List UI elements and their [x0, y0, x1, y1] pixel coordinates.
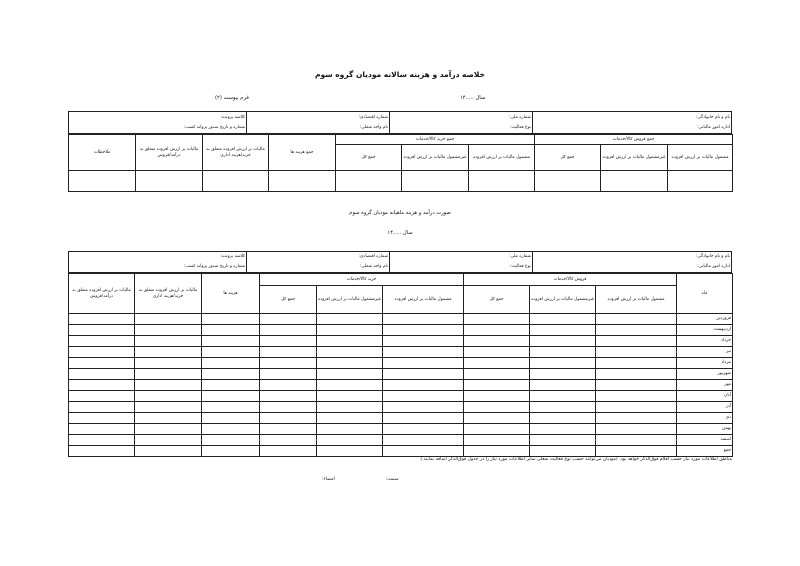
month-label: مهر	[677, 380, 733, 391]
table-cell[interactable]	[383, 336, 464, 347]
table-cell[interactable]	[69, 171, 136, 192]
unit-name-label: نام واحد شغلی:	[247, 262, 390, 273]
economic-code-label: شماره اقتصادی:	[247, 252, 390, 262]
table-cell[interactable]	[530, 314, 596, 325]
annual-summary-table	[68, 134, 733, 192]
table-cell[interactable]	[464, 369, 530, 380]
table-cell[interactable]	[530, 413, 596, 424]
table-cell[interactable]	[69, 369, 135, 380]
table-cell[interactable]	[317, 446, 383, 457]
national-id-label: شماره ملی:	[390, 252, 533, 262]
activity-type-label: نوع فعالیت:	[390, 123, 533, 134]
table-cell[interactable]	[596, 435, 677, 446]
table-cell[interactable]	[317, 413, 383, 424]
vat-purchases-header: مالیات بر ارزش افزوده متعلق به خرید/هزینه اداری	[203, 135, 269, 171]
table-cell[interactable]	[69, 347, 135, 358]
month-header: ماه	[677, 274, 733, 314]
license-no-label: شماره و تاریخ صدور پروانه کسب:	[69, 123, 247, 134]
table-cell[interactable]	[203, 171, 269, 192]
purchase-exempt-header: غیرمشمول مالیات بر ارزش افزوده	[317, 286, 383, 314]
table-cell[interactable]	[260, 314, 317, 325]
table-cell[interactable]	[317, 336, 383, 347]
table-cell[interactable]	[135, 314, 202, 325]
table-cell[interactable]	[464, 347, 530, 358]
monthly-year-label: سال .....۱۴	[387, 230, 413, 236]
table-cell[interactable]	[596, 391, 677, 402]
table-row	[69, 314, 733, 325]
table-cell[interactable]	[317, 369, 383, 380]
table-cell[interactable]	[530, 336, 596, 347]
table-cell[interactable]	[317, 358, 383, 369]
table-cell[interactable]	[202, 380, 260, 391]
sales-exempt-header: غیرمشمول مالیات بر ارزش افزوده	[601, 145, 668, 171]
table-cell[interactable]	[464, 391, 530, 402]
license-no-label: شماره و تاریخ صدور پروانه کسب:	[69, 262, 247, 273]
table-cell[interactable]	[135, 424, 202, 435]
table-cell[interactable]	[596, 314, 677, 325]
table-cell[interactable]	[135, 325, 202, 336]
table-cell[interactable]	[260, 380, 317, 391]
table-cell[interactable]	[317, 435, 383, 446]
table-cell[interactable]	[383, 314, 464, 325]
table-cell[interactable]	[464, 402, 530, 413]
table-cell[interactable]	[464, 424, 530, 435]
table-cell[interactable]	[135, 402, 202, 413]
month-label: جمع	[677, 446, 733, 457]
table-cell[interactable]	[202, 446, 260, 457]
table-cell[interactable]	[260, 347, 317, 358]
table-cell[interactable]	[260, 424, 317, 435]
table-cell[interactable]	[530, 325, 596, 336]
monthly-table	[68, 273, 733, 457]
table-cell[interactable]	[202, 369, 260, 380]
month-label: اسفند	[677, 435, 733, 446]
table-cell[interactable]	[260, 336, 317, 347]
table-cell[interactable]	[530, 435, 596, 446]
table-cell[interactable]	[69, 358, 135, 369]
table-row	[69, 413, 733, 424]
table-cell[interactable]	[383, 435, 464, 446]
name-label: نام و نام خانوادگی:	[533, 252, 732, 262]
unit-name-label: نام واحد شغلی:	[247, 123, 390, 134]
table-row	[69, 369, 733, 380]
purchase-group-header: خرید کالا/خدمات	[260, 274, 464, 286]
footnote: مناطق اطلاعات مورد نیاز حسب اقلام فوق‌الذکر خواهد بود. (مودیان می‌توانند حسب نوع فعالیت شغلی سایر اطلاعات مورد نیاز را در جدول فوق‌الذکر اضافه نمایند.)	[420, 457, 732, 462]
month-label: خرداد	[677, 336, 733, 347]
table-row	[69, 347, 733, 358]
table-cell[interactable]	[317, 347, 383, 358]
table-cell[interactable]	[260, 435, 317, 446]
sales-total-header: جمع کل	[535, 145, 601, 171]
table-cell[interactable]	[596, 446, 677, 457]
table-cell[interactable]	[317, 391, 383, 402]
table-cell[interactable]	[202, 402, 260, 413]
table-cell[interactable]	[383, 358, 464, 369]
table-cell[interactable]	[260, 413, 317, 424]
table-row	[69, 391, 733, 402]
table-row	[69, 380, 733, 391]
table-cell[interactable]	[202, 325, 260, 336]
sales-exempt-header: غیرمشمول مالیات بر ارزش افزوده	[530, 286, 596, 314]
sales-group-header: جمع فروش کالا/خدمات	[535, 135, 733, 145]
table-cell[interactable]	[530, 402, 596, 413]
table-cell[interactable]	[383, 380, 464, 391]
file-class-label: کلاسه پرونده:	[69, 112, 247, 123]
table-cell[interactable]	[383, 413, 464, 424]
table-cell[interactable]	[317, 314, 383, 325]
table-cell[interactable]	[317, 380, 383, 391]
table-cell[interactable]	[383, 446, 464, 457]
table-cell[interactable]	[530, 380, 596, 391]
table-row	[69, 336, 733, 347]
table-cell[interactable]	[402, 171, 469, 192]
table-cell[interactable]	[530, 358, 596, 369]
table-cell[interactable]	[530, 369, 596, 380]
tax-office-label: اداره امور مالیاتی:	[533, 123, 732, 134]
table-cell[interactable]	[260, 446, 317, 457]
purchase-taxable-header: مشمول مالیات بر ارزش افزوده	[469, 145, 535, 171]
table-cell[interactable]	[202, 391, 260, 402]
name-label: نام و نام خانوادگی:	[533, 112, 732, 123]
table-cell[interactable]	[464, 446, 530, 457]
table-cell[interactable]	[202, 424, 260, 435]
vat-sales-header: مالیات بر ارزش افزوده متعلق به درآمد/فروش	[69, 274, 135, 314]
table-row	[69, 446, 733, 457]
month-label: تیر	[677, 347, 733, 358]
purchase-exempt-header: غیرمشمول مالیات بر ارزش افزوده	[402, 145, 469, 171]
month-label: مرداد	[677, 358, 733, 369]
table-cell[interactable]	[464, 358, 530, 369]
file-class-label: کلاسه پرونده:	[69, 252, 247, 262]
table-cell[interactable]	[135, 446, 202, 457]
month-label: فروردین	[677, 314, 733, 325]
table-cell[interactable]	[317, 424, 383, 435]
annual-info-box	[68, 111, 732, 134]
vat-purchases-header: مالیات بر ارزش افزوده متعلق به خرید/هزینه اداری	[135, 274, 202, 314]
table-cell[interactable]	[596, 424, 677, 435]
table-cell[interactable]	[601, 171, 668, 192]
table-cell[interactable]	[135, 391, 202, 402]
table-cell[interactable]	[135, 358, 202, 369]
table-cell[interactable]	[336, 171, 402, 192]
table-cell[interactable]	[69, 380, 135, 391]
table-cell[interactable]	[260, 391, 317, 402]
table-cell[interactable]	[596, 380, 677, 391]
table-cell[interactable]	[69, 314, 135, 325]
table-cell[interactable]	[383, 369, 464, 380]
table-cell[interactable]	[69, 391, 135, 402]
month-label: شهریور	[677, 369, 733, 380]
table-cell[interactable]	[596, 413, 677, 424]
table-cell[interactable]	[202, 347, 260, 358]
month-label: آذر	[677, 402, 733, 413]
table-cell[interactable]	[530, 347, 596, 358]
table-cell[interactable]	[464, 314, 530, 325]
table-cell[interactable]	[530, 446, 596, 457]
table-cell[interactable]	[530, 424, 596, 435]
table-cell[interactable]	[136, 171, 203, 192]
table-cell[interactable]	[535, 171, 601, 192]
table-cell[interactable]	[383, 391, 464, 402]
table-cell[interactable]	[464, 435, 530, 446]
table-cell[interactable]	[596, 402, 677, 413]
table-cell[interactable]	[135, 380, 202, 391]
expenses-header: هزینه ها	[202, 274, 260, 314]
month-label: بهمن	[677, 424, 733, 435]
sales-taxable-header: مشمول مالیات بر ارزش افزوده	[596, 286, 677, 314]
table-row	[69, 325, 733, 336]
table-cell[interactable]	[135, 413, 202, 424]
month-label: دی	[677, 413, 733, 424]
table-cell[interactable]	[69, 402, 135, 413]
table-cell[interactable]	[260, 369, 317, 380]
table-cell[interactable]	[383, 424, 464, 435]
table-cell[interactable]	[260, 358, 317, 369]
table-cell[interactable]	[464, 413, 530, 424]
table-cell[interactable]	[202, 336, 260, 347]
economic-code-label: شماره اقتصادی:	[247, 112, 390, 123]
sales-total-header: جمع کل	[464, 286, 530, 314]
table-cell[interactable]	[269, 171, 336, 192]
monthly-info-box	[68, 251, 732, 273]
purchase-total-header: جمع کل	[260, 286, 317, 314]
table-cell[interactable]	[69, 435, 135, 446]
total-expenses-header: جمع هزینه ها	[269, 135, 336, 171]
table-cell[interactable]	[202, 413, 260, 424]
table-cell[interactable]	[202, 358, 260, 369]
month-label: آبان	[677, 391, 733, 402]
table-cell[interactable]	[383, 325, 464, 336]
purchase-total-header: جمع کل	[336, 145, 402, 171]
table-cell[interactable]	[596, 369, 677, 380]
table-cell[interactable]	[530, 391, 596, 402]
form-label: فرم پیوست (۲)	[215, 95, 249, 101]
table-cell[interactable]	[596, 347, 677, 358]
position-label: سمت:	[386, 477, 399, 482]
table-cell[interactable]	[202, 314, 260, 325]
table-cell[interactable]	[135, 369, 202, 380]
table-cell[interactable]	[135, 435, 202, 446]
table-cell[interactable]	[69, 413, 135, 424]
table-row	[69, 402, 733, 413]
table-cell[interactable]	[668, 171, 733, 192]
table-cell[interactable]	[383, 402, 464, 413]
year-label: سال .....۱۴	[460, 95, 486, 101]
vat-sales-header: مالیات بر ارزش افزوده متعلق به درآمد/فروش	[136, 135, 203, 171]
table-cell[interactable]	[69, 336, 135, 347]
table-cell[interactable]	[69, 424, 135, 435]
table-cell[interactable]	[260, 402, 317, 413]
table-cell[interactable]	[69, 446, 135, 457]
signature-label: امضاء:	[322, 477, 335, 482]
table-cell[interactable]	[464, 325, 530, 336]
table-cell[interactable]	[469, 171, 535, 192]
table-row	[69, 435, 733, 446]
document-title: خلاصه درآمد و هزینه سالانه مودیان گروه سوم	[315, 70, 485, 79]
sales-taxable-header: مشمول مالیات بر ارزش افزوده	[668, 145, 733, 171]
table-cell[interactable]	[383, 347, 464, 358]
table-cell[interactable]	[69, 325, 135, 336]
purchase-taxable-header: مشمول مالیات بر ارزش افزوده	[383, 286, 464, 314]
table-cell[interactable]	[317, 325, 383, 336]
table-cell[interactable]	[464, 380, 530, 391]
table-cell[interactable]	[260, 325, 317, 336]
table-cell[interactable]	[596, 336, 677, 347]
table-cell[interactable]	[596, 358, 677, 369]
table-cell[interactable]	[202, 435, 260, 446]
activity-type-label: نوع فعالیت:	[390, 262, 533, 273]
table-cell[interactable]	[464, 336, 530, 347]
sales-group-header: فروش کالا/خدمات	[464, 274, 677, 286]
table-row	[69, 358, 733, 369]
national-id-label: شماره ملی:	[390, 112, 533, 123]
tax-office-label: اداره امور مالیاتی:	[533, 262, 732, 273]
monthly-title: صورت درآمد و هزینه ماهیانه مودیان گروه سوم	[349, 210, 451, 216]
table-cell[interactable]	[135, 336, 202, 347]
table-cell[interactable]	[596, 325, 677, 336]
table-cell[interactable]	[135, 347, 202, 358]
table-row	[69, 424, 733, 435]
purchase-group-header: جمع خرید کالا/خدمات	[336, 135, 535, 145]
notes-header: ملاحظات	[69, 135, 136, 171]
month-label: اردیبهشت	[677, 325, 733, 336]
table-cell[interactable]	[317, 402, 383, 413]
